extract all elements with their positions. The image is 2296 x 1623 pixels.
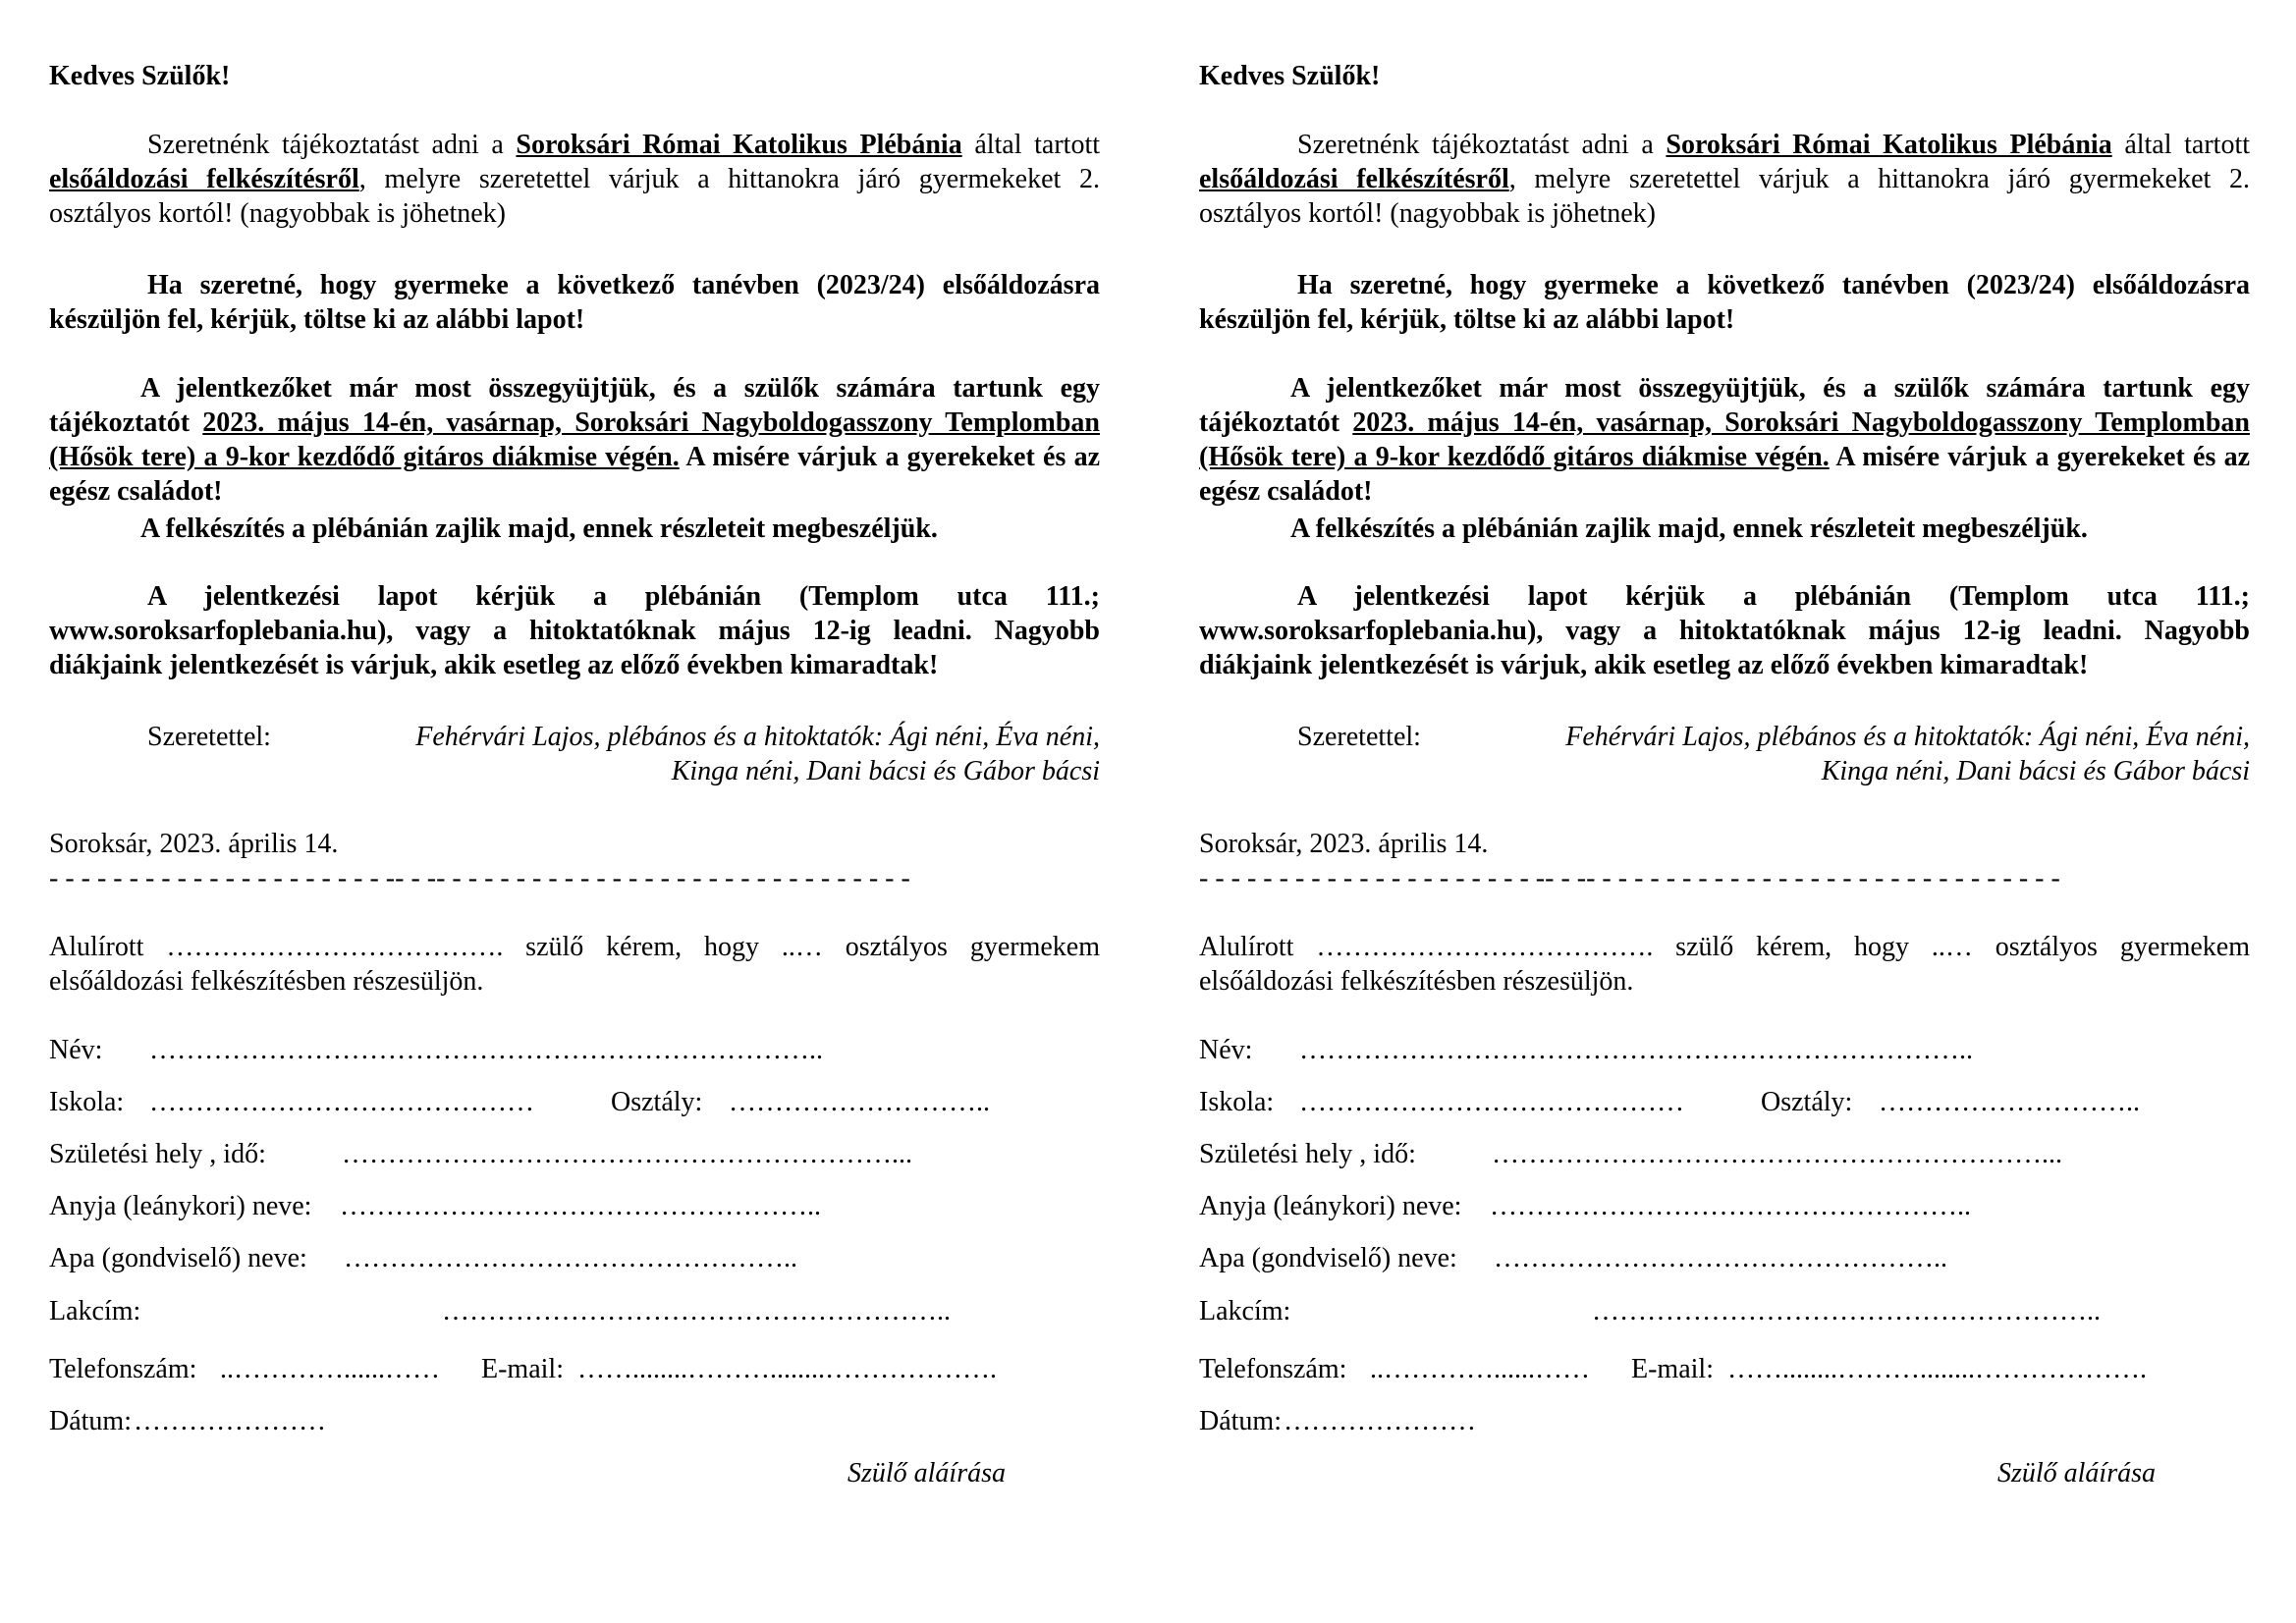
birth-field[interactable]: ……………………………………………………... <box>1492 1139 2062 1169</box>
place-date: Soroksár, 2023. április 14. <box>1199 829 1489 859</box>
intro-text: Szeretnénk tájékoztatást adni a <box>1297 130 1667 160</box>
form-row-school <box>49 1085 1100 1119</box>
form-row-birth <box>1199 1137 2250 1171</box>
right-copy <box>1199 0 2250 1623</box>
details-paragraph: A felkészítés a plébánián zajlik majd, ennek részleteit megbeszéljük. <box>1290 514 2088 544</box>
form-row-contact <box>1199 1352 2250 1386</box>
birth-label: Születési hely , idő: <box>1199 1139 1416 1169</box>
phone-field[interactable]: ..…………......…… <box>1370 1354 1590 1384</box>
mother-name-label: Anyja (leánykori) neve: <box>49 1191 312 1221</box>
form-row-contact <box>49 1352 1100 1386</box>
signature-names-line: Fehérvári Lajos, plébános és a hitoktatók: Ági néni, Éva néni, <box>415 722 1100 752</box>
collect-text: A misére várjuk a gyerekeket és az egész családot! <box>49 442 1100 507</box>
parish-name: Soroksári Római Katolikus Plébánia <box>1666 130 2112 160</box>
parish-name: Soroksári Római Katolikus Plébánia <box>516 130 962 160</box>
form-row-school <box>1199 1085 2250 1119</box>
address-label: Lakcím: <box>49 1296 141 1326</box>
submit-paragraph: A jelentkezési lapot kérjük a plébánián (Templom utca 111.; www.soroksarfoplebania.hu), vagy a hitoktatóknak május 12-ig leadni. Nagyobb diákjaink jelentkezését is várjuk, akik esetleg az előző években kimaradtak! <box>1199 581 2250 680</box>
collect-text: A jelentkezőket már most összegyüjtjük, és a szülők számára tartunk egy tájékoztatót <box>1199 373 2250 438</box>
school-label: Iskola: <box>49 1087 125 1117</box>
address-label: Lakcím: <box>1199 1296 1291 1326</box>
school-field[interactable]: …………………………………… <box>1299 1087 1684 1117</box>
intro-text: által tartott <box>2111 130 2250 160</box>
birth-label: Születési hely , idő: <box>49 1139 266 1169</box>
form-row-date <box>49 1404 1100 1438</box>
class-label: Osztály: <box>611 1087 703 1117</box>
phone-label: Telefonszám: <box>1199 1354 1347 1384</box>
form-row-mother <box>49 1189 1100 1223</box>
phone-label: Telefonszám: <box>49 1354 197 1384</box>
details-paragraph: A felkészítés a plébánián zajlik majd, ennek részleteit megbeszéljük. <box>140 514 938 544</box>
father-name-label: Apa (gondviselő) neve: <box>1199 1243 1457 1273</box>
date-label: Dátum: <box>1199 1406 1282 1436</box>
parent-signature-label: Szülő aláírása <box>847 1458 1006 1488</box>
signature-lead: Szeretettel: <box>1297 722 1421 752</box>
email-label: E-mail: <box>481 1354 564 1384</box>
form-row-date <box>1199 1404 2250 1438</box>
class-label: Osztály: <box>1761 1087 1853 1117</box>
form-row-address <box>1199 1294 2250 1328</box>
form-row-name <box>49 1033 1100 1067</box>
signature-lead: Szeretettel: <box>147 722 271 752</box>
school-field[interactable]: …………………………………… <box>149 1087 534 1117</box>
signature-block <box>49 720 1100 788</box>
intro-paragraph <box>49 128 1100 231</box>
mother-name-label: Anyja (leánykori) neve: <box>1199 1191 1462 1221</box>
parent-signature-label: Szülő aláírása <box>1996 1458 2156 1488</box>
intro-paragraph <box>1199 128 2250 231</box>
form-row-mother <box>1199 1189 2250 1223</box>
left-copy <box>49 0 1100 1623</box>
form-row-father <box>49 1241 1100 1275</box>
father-name-label: Apa (gondviselő) neve: <box>49 1243 307 1273</box>
intro-text: , melyre szeretettel várjuk a hittanokra járó gyermekeket 2. osztályos kortól! (nagyobbak is jöhetnek) <box>1199 164 2250 229</box>
event-details: 2023. május 14-én, vasárnap, Soroksári Nagyboldogasszony Templomban (Hősök tere) a 9-kor kezdődő gitáros diákmise végén. <box>49 407 1100 472</box>
signature-names-line: Kinga néni, Dani bácsi és Gábor bácsi <box>1821 756 2250 786</box>
preparation-term: elsőáldozási felkészítésről <box>49 164 359 194</box>
intro-text: , melyre szeretettel várjuk a hittanokra járó gyermekeket 2. osztályos kortól! (nagyobbak is jöhetnek) <box>49 164 1100 229</box>
collect-paragraph <box>1199 371 2250 509</box>
statement-paragraph: Alulírott ………………………………. szülő kérem, hogy ..… osztályos gyermekem elsőáldozási felkészítésben részesüljön. <box>1199 932 2250 997</box>
signature-names <box>334 720 1100 788</box>
submit-paragraph: A jelentkezési lapot kérjük a plébánián (Templom utca 111.; www.soroksarfoplebania.hu), vagy a hitoktatóknak május 12-ig leadni. Nagyobb diákjaink jelentkezését is várjuk, akik esetleg az előző években kimaradtak! <box>49 581 1100 680</box>
greeting: Kedves Szülők! <box>1199 61 1381 91</box>
email-field[interactable]: ……........………........………………. <box>1727 1354 2147 1384</box>
name-label: Név: <box>1199 1035 1253 1065</box>
event-details: 2023. május 14-én, vasárnap, Soroksári Nagyboldogasszony Templomban (Hősök tere) a 9-kor kezdődő gitáros diákmise végén. <box>1199 407 2250 472</box>
name-field[interactable]: ……………………………………………………………….. <box>1299 1035 1973 1065</box>
class-field[interactable]: ……………………….. <box>729 1087 990 1117</box>
form-row-birth <box>49 1137 1100 1171</box>
request-paragraph: Ha szeretné, hogy gyermeke a következő tanévben (2023/24) elsőáldozásra készüljön fel, kérjük, töltse ki az alábbi lapot! <box>1199 270 2250 335</box>
address-field[interactable]: ……………………………………………….. <box>1592 1296 2101 1326</box>
cut-line: - - - - - - - - - - - - - - - - - - - - - -- - -- - - - - - - - - - - - - - - - - - - - - - - - - - - - - - <box>49 863 910 893</box>
school-label: Iskola: <box>1199 1087 1275 1117</box>
birth-field[interactable]: ……………………………………………………... <box>342 1139 912 1169</box>
form-row-name <box>1199 1033 2250 1067</box>
intro-text: Szeretnénk tájékoztatást adni a <box>147 130 517 160</box>
signature-names-line: Kinga néni, Dani bácsi és Gábor bácsi <box>671 756 1100 786</box>
statement-paragraph: Alulírott ………………………………. szülő kérem, hogy ..… osztályos gyermekem elsőáldozási felkészítésben részesüljön. <box>49 932 1100 997</box>
mother-name-field[interactable]: …………………………………………….. <box>340 1191 821 1221</box>
collect-paragraph <box>49 371 1100 509</box>
mother-name-field[interactable]: …………………………………………….. <box>1490 1191 1971 1221</box>
form-row-address <box>49 1294 1100 1328</box>
class-field[interactable]: ……………………….. <box>1879 1087 2140 1117</box>
signature-names-line: Fehérvári Lajos, plébános és a hitoktatók: Ági néni, Éva néni, <box>1565 722 2250 752</box>
cut-line: - - - - - - - - - - - - - - - - - - - - - -- - -- - - - - - - - - - - - - - - - - - - - - - - - - - - - - - <box>1199 863 2060 893</box>
date-label: Dátum: <box>49 1406 132 1436</box>
name-field[interactable]: ……………………………………………………………….. <box>149 1035 823 1065</box>
email-field[interactable]: ……........………........………………. <box>577 1354 997 1384</box>
collect-text: A misére várjuk a gyerekeket és az egész családot! <box>1199 442 2250 507</box>
greeting: Kedves Szülők! <box>49 61 231 91</box>
date-field[interactable]: ………………… <box>134 1406 326 1436</box>
signature-names <box>1484 720 2250 788</box>
signature-block <box>1199 720 2250 788</box>
father-name-field[interactable]: ………………………………………….. <box>1494 1243 1947 1273</box>
preparation-term: elsőáldozási felkészítésről <box>1199 164 1509 194</box>
form-row-father <box>1199 1241 2250 1275</box>
collect-text: A jelentkezőket már most összegyüjtjük, és a szülők számára tartunk egy tájékoztatót <box>49 373 1100 438</box>
father-name-field[interactable]: ………………………………………….. <box>344 1243 797 1273</box>
name-label: Név: <box>49 1035 103 1065</box>
phone-field[interactable]: ..…………......…… <box>220 1354 440 1384</box>
intro-text: által tartott <box>961 130 1100 160</box>
place-date: Soroksár, 2023. április 14. <box>49 829 339 859</box>
date-field[interactable]: ………………… <box>1284 1406 1476 1436</box>
email-label: E-mail: <box>1631 1354 1714 1384</box>
address-field[interactable]: ……………………………………………….. <box>442 1296 951 1326</box>
request-paragraph: Ha szeretné, hogy gyermeke a következő tanévben (2023/24) elsőáldozásra készüljön fel, kérjük, töltse ki az alábbi lapot! <box>49 270 1100 335</box>
